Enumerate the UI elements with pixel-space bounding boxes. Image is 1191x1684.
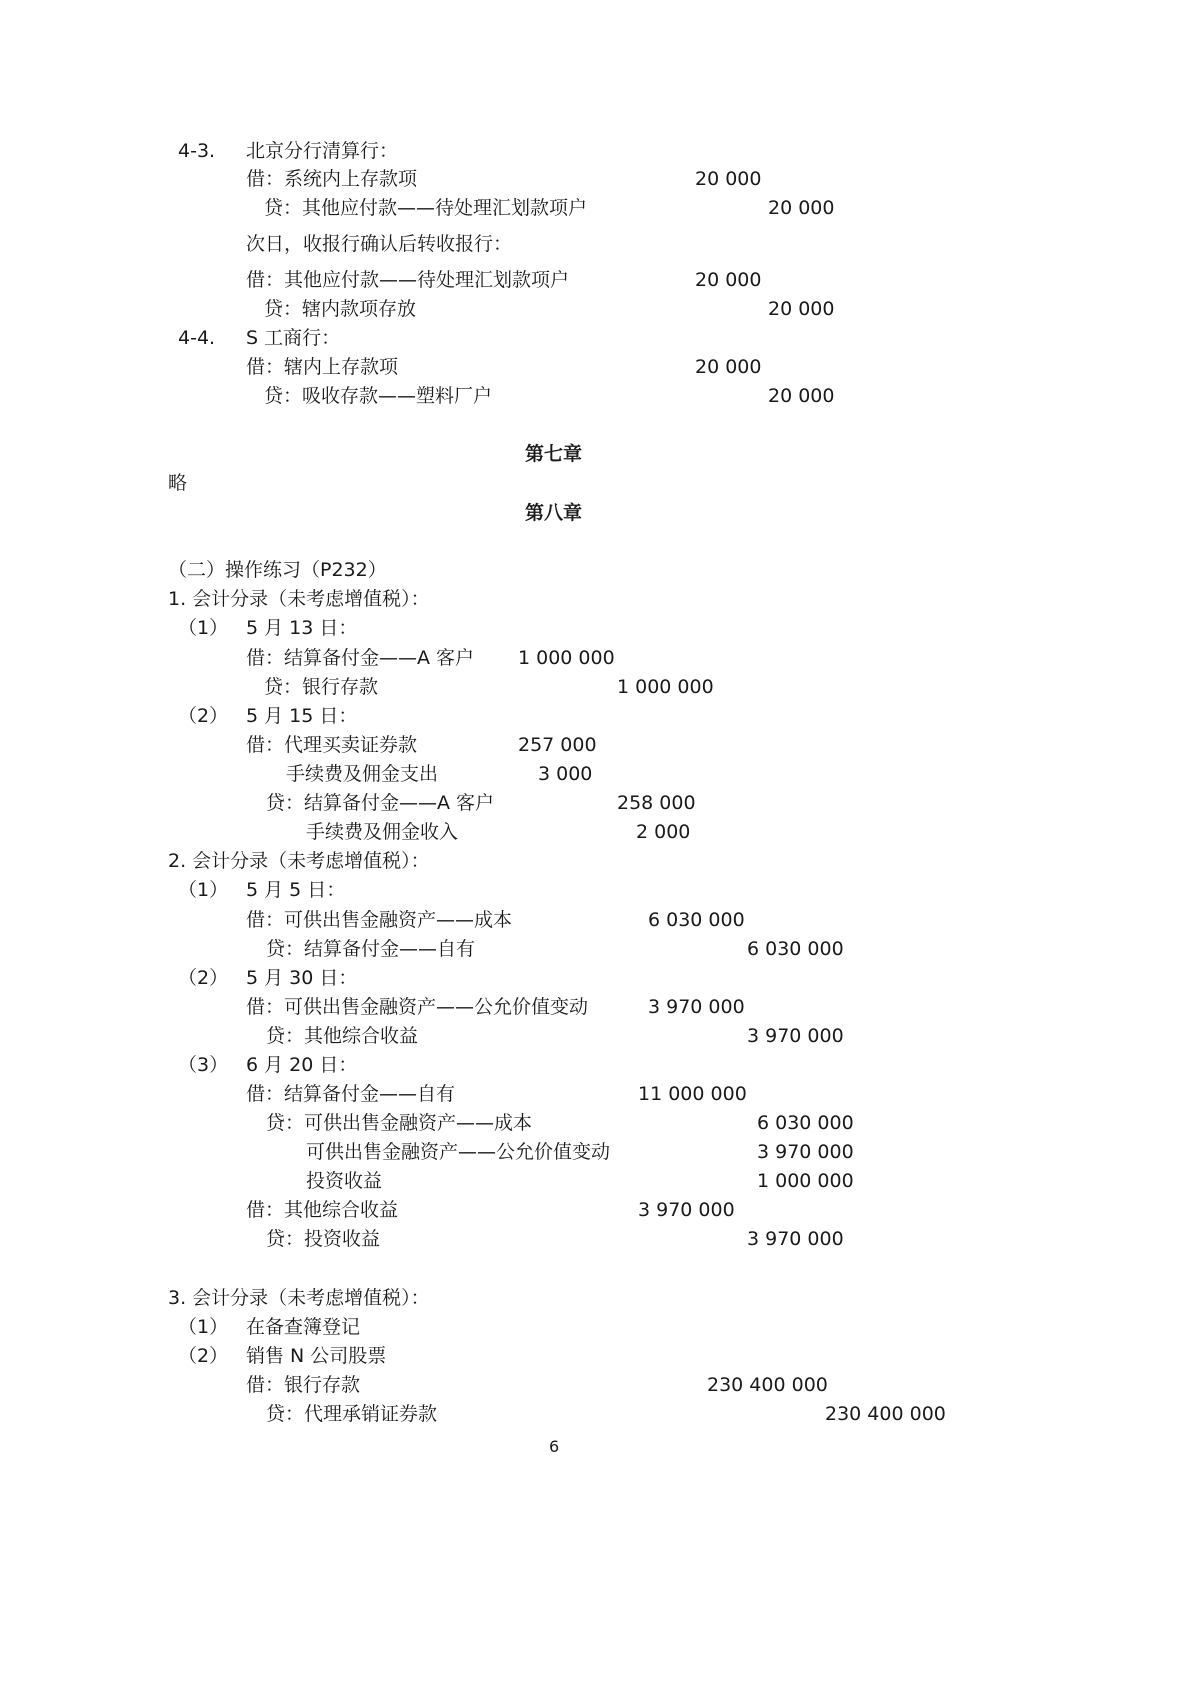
item-date: 5 月 5 日：: [246, 879, 346, 901]
debit-entry: 借：其他综合收益: [246, 1199, 399, 1221]
question-title: 2. 会计分录（未考虑增值税）：: [168, 850, 430, 872]
question-title: 3. 会计分录（未考虑增值税）：: [168, 1287, 430, 1309]
debit-entry: 借：结算备付金——A 客户: [246, 647, 475, 669]
credit-entry: 贷：其他应付款——待处理汇划款项户: [264, 197, 588, 219]
item-number: （1）: [178, 879, 229, 901]
debit-entry: 借：可供出售金融资产——公允价值变动: [246, 996, 589, 1018]
chapter-heading: 第七章: [525, 443, 583, 465]
debit-amount: 3 970 000: [648, 996, 745, 1018]
credit-amount: 3 970 000: [747, 1228, 844, 1250]
item-number: （2）: [178, 705, 229, 727]
debit-entry: 借：辖内上存款项: [246, 356, 399, 378]
chapter-body: 略: [168, 472, 188, 494]
chapter-heading: 第八章: [525, 502, 583, 524]
item-text: 销售 N 公司股票: [246, 1345, 387, 1367]
item-number: （2）: [178, 967, 229, 989]
credit-amount: 1 000 000: [757, 1170, 854, 1192]
debit-entry: 借：代理买卖证券款: [246, 734, 418, 756]
credit-entry: 贷：代理承销证券款: [266, 1403, 438, 1425]
section-label: 4-4.: [178, 327, 216, 349]
section-label: 4-3.: [178, 140, 216, 162]
page-number: 6: [549, 1437, 560, 1456]
credit-entry: 贷：结算备付金——自有: [266, 938, 476, 960]
credit-entry: 贷：可供出售金融资产——成本: [266, 1112, 533, 1134]
debit-amount: 1 000 000: [518, 647, 615, 669]
debit-entry: 借：系统内上存款项: [246, 168, 418, 190]
debit-amount: 3 000: [538, 763, 593, 785]
credit-entry: 贷：辖内款项存放: [264, 298, 417, 320]
item-date: 5 月 15 日：: [246, 705, 358, 727]
debit-amount: 3 970 000: [638, 1199, 735, 1221]
debit-amount: 230 400 000: [707, 1374, 828, 1396]
credit-entry: 可供出售金融资产——公允价值变动: [306, 1141, 611, 1163]
item-text: 在备查簿登记: [246, 1316, 361, 1338]
credit-amount: 6 030 000: [757, 1112, 854, 1134]
credit-entry: 投资收益: [306, 1170, 383, 1192]
item-date: 6 月 20 日：: [246, 1054, 358, 1076]
debit-entry: 借：结算备付金——自有: [246, 1083, 456, 1105]
debit-amount: 11 000 000: [638, 1083, 747, 1105]
credit-amount: 258 000: [617, 792, 696, 814]
credit-amount: 230 400 000: [825, 1403, 946, 1425]
credit-entry: 手续费及佣金收入: [306, 821, 459, 843]
credit-entry: 贷：吸收存款——塑料厂户: [264, 385, 493, 407]
item-number: （1）: [178, 617, 229, 639]
credit-amount: 2 000: [636, 821, 691, 843]
credit-entry: 贷：银行存款: [264, 676, 379, 698]
section-title: S 工商行：: [246, 327, 341, 349]
credit-entry: 贷：其他综合收益: [266, 1025, 419, 1047]
item-number: （3）: [178, 1054, 229, 1076]
debit-amount: 257 000: [518, 734, 597, 756]
debit-amount: 20 000: [695, 269, 762, 291]
debit-entry: 借：可供出售金融资产——成本: [246, 909, 513, 931]
debit-amount: 20 000: [695, 356, 762, 378]
debit-amount: 20 000: [695, 168, 762, 190]
section-title: 北京分行清算行：: [246, 140, 399, 162]
question-title: 1. 会计分录（未考虑增值税）：: [168, 588, 430, 610]
note-text: 次日，收报行确认后转收报行：: [246, 233, 513, 255]
credit-amount: 6 030 000: [747, 938, 844, 960]
debit-amount: 6 030 000: [648, 909, 745, 931]
debit-entry: 借：其他应付款——待处理汇划款项户: [246, 269, 570, 291]
credit-amount: 3 970 000: [757, 1141, 854, 1163]
credit-amount: 1 000 000: [617, 676, 714, 698]
item-number: （1）: [178, 1316, 229, 1338]
credit-amount: 20 000: [768, 385, 835, 407]
credit-amount: 20 000: [768, 197, 835, 219]
debit-entry: 手续费及佣金支出: [286, 763, 439, 785]
credit-amount: 20 000: [768, 298, 835, 320]
credit-entry: 贷：结算备付金——A 客户: [266, 792, 495, 814]
credit-entry: 贷：投资收益: [266, 1228, 381, 1250]
debit-entry: 借：银行存款: [246, 1374, 361, 1396]
item-number: （2）: [178, 1345, 229, 1367]
item-date: 5 月 30 日：: [246, 967, 358, 989]
credit-amount: 3 970 000: [747, 1025, 844, 1047]
exercise-header: （二）操作练习（P232）: [168, 559, 387, 581]
item-date: 5 月 13 日：: [246, 617, 358, 639]
